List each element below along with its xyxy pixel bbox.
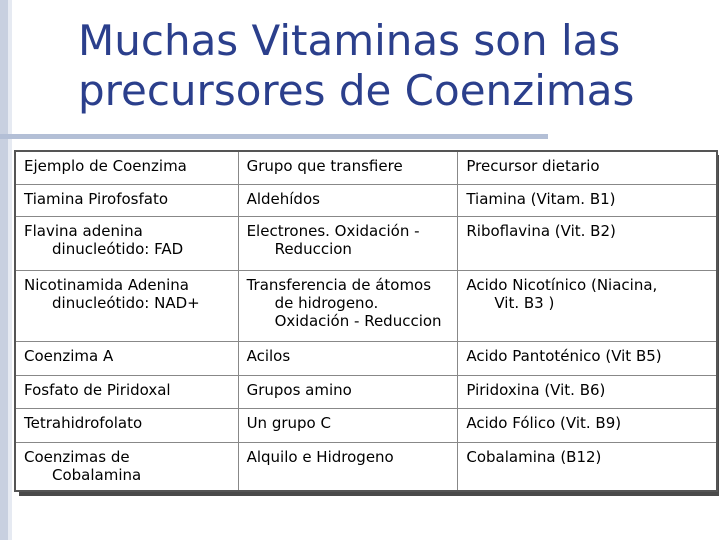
table-row xyxy=(15,217,717,271)
cell-line: Acido Nicotínico (Niacina, xyxy=(466,276,658,294)
table-cell xyxy=(15,185,238,217)
header-cell-coenzyme: Ejemplo de Coenzima xyxy=(15,151,238,185)
table-row xyxy=(15,376,717,409)
cell-line: Coenzima A xyxy=(24,347,114,365)
table-cell xyxy=(15,376,238,409)
slide-title xyxy=(78,16,698,116)
table-cell xyxy=(15,271,238,342)
table-cell xyxy=(458,443,717,492)
cell-line: Alquilo e Hidrogeno xyxy=(246,448,394,466)
table-cell xyxy=(15,217,238,271)
table-cell xyxy=(458,376,717,409)
table-cell xyxy=(238,342,458,376)
table-row xyxy=(15,443,717,492)
cell-line: Vit. B3 ) xyxy=(494,294,555,312)
header-cell-group: Grupo que transfiere xyxy=(238,151,458,185)
table-row xyxy=(15,271,717,342)
cell-line: Reduccion xyxy=(274,240,352,258)
table-cell xyxy=(238,443,458,492)
cell-line: Riboflavina (Vit. B2) xyxy=(466,222,616,240)
table-cell xyxy=(458,217,717,271)
table-row xyxy=(15,185,717,217)
table-cell xyxy=(238,271,458,342)
cell-line: Acilos xyxy=(246,347,291,365)
slide-title-line-1: Muchas Vitaminas son las xyxy=(78,16,621,65)
cell-line: Tiamina (Vitam. B1) xyxy=(466,190,616,208)
table-cell xyxy=(238,185,458,217)
cell-line: Aldehídos xyxy=(246,190,320,208)
cell-line: Acido Pantoténico (Vit B5) xyxy=(466,347,662,365)
cell-line: Coenzimas de xyxy=(24,448,130,466)
table-row xyxy=(15,342,717,376)
cell-line: Electrones. Oxidación - xyxy=(246,222,420,240)
cell-line: de hidrogeno. xyxy=(274,294,379,312)
table-cell xyxy=(238,409,458,443)
table-cell xyxy=(458,185,717,217)
cell-line: Tiamina Pirofosfato xyxy=(24,190,169,208)
cell-line: Oxidación - Reduccion xyxy=(274,312,442,330)
slide-title-line-2: precursores de Coenzimas xyxy=(78,66,635,115)
coenzyme-table xyxy=(14,150,718,492)
left-accent-bar xyxy=(0,0,8,540)
coenzyme-table-container xyxy=(14,150,720,496)
table-cell xyxy=(458,342,717,376)
cell-line: Grupos amino xyxy=(246,381,352,399)
cell-line: Cobalamina xyxy=(52,466,142,484)
table-cell xyxy=(15,409,238,443)
cell-line: Acido Fólico (Vit. B9) xyxy=(466,414,622,432)
table-cell xyxy=(238,376,458,409)
table-cell xyxy=(458,271,717,342)
table-cell xyxy=(15,342,238,376)
header-cell-precursor: Precursor dietario xyxy=(458,151,717,185)
cell-line: dinucleótido: NAD+ xyxy=(52,294,200,312)
cell-line: Cobalamina (B12) xyxy=(466,448,602,466)
cell-line: Tetrahidrofolato xyxy=(24,414,143,432)
table-cell xyxy=(458,409,717,443)
cell-line: Un grupo C xyxy=(246,414,331,432)
table-header-row xyxy=(15,151,717,185)
cell-line: Nicotinamida Adenina xyxy=(24,276,189,294)
cell-line: dinucleótido: FAD xyxy=(52,240,184,258)
table-cell xyxy=(15,443,238,492)
cell-line: Piridoxina (Vit. B6) xyxy=(466,381,606,399)
cell-line: Fosfato de Piridoxal xyxy=(24,381,171,399)
title-divider xyxy=(0,134,548,139)
table-row xyxy=(15,409,717,443)
cell-line: Transferencia de átomos xyxy=(246,276,432,294)
left-accent-bar-inner xyxy=(8,0,12,540)
cell-line: Flavina adenina xyxy=(24,222,143,240)
table-cell xyxy=(238,217,458,271)
